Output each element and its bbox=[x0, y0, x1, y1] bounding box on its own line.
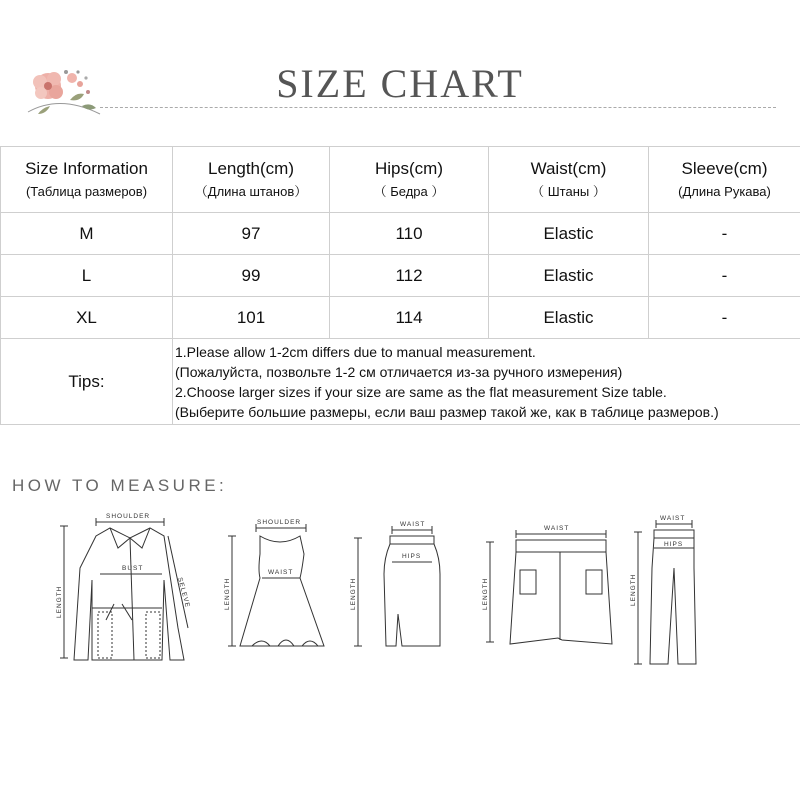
table-cell: Elastic bbox=[489, 213, 649, 255]
coat-sleeve-label: SELEVE bbox=[176, 576, 191, 609]
table-cell: M bbox=[1, 213, 173, 255]
skirt-length-label: LENGTH bbox=[350, 577, 357, 610]
skirt-icon bbox=[344, 518, 454, 666]
tip-line: (Выберите большие размеры, если ваш размер такой же, как в таблице размеров.) bbox=[175, 403, 719, 420]
dress-length-label: LENGTH bbox=[224, 577, 231, 610]
pants-waist-label: WAIST bbox=[660, 515, 686, 522]
shorts-diagram bbox=[476, 522, 626, 654]
table-cell: - bbox=[649, 255, 800, 297]
table-cell: L bbox=[1, 255, 173, 297]
dress-diagram bbox=[222, 514, 334, 664]
table-cell: XL bbox=[1, 297, 173, 339]
table-cell: 99 bbox=[173, 255, 330, 297]
tip-line: (Пожалуйста, позвольте 1-2 см отличается из-за ручного измерения) bbox=[175, 363, 623, 380]
table-cell: 97 bbox=[173, 213, 330, 255]
tips-row bbox=[1, 339, 800, 425]
pants-diagram bbox=[628, 514, 710, 670]
table-cell: - bbox=[649, 297, 800, 339]
title-divider bbox=[100, 107, 776, 108]
tips-text bbox=[173, 339, 800, 425]
table-cell: - bbox=[649, 213, 800, 255]
header-cell: Length(cm) （Длина штанов） bbox=[173, 147, 330, 213]
shorts-waist-label: WAIST bbox=[544, 525, 570, 532]
tips-label: Tips: bbox=[1, 339, 173, 425]
table-row bbox=[1, 255, 800, 297]
size-table bbox=[0, 146, 800, 425]
coat-shoulder-label: SHOULDER bbox=[106, 513, 151, 520]
header bbox=[0, 0, 800, 130]
how-to-measure-title: HOW TO MEASURE: bbox=[12, 476, 228, 495]
table-cell: 114 bbox=[330, 297, 489, 339]
table-cell: Elastic bbox=[489, 297, 649, 339]
table-header-row bbox=[1, 147, 800, 213]
coat-bust-label: BUST bbox=[122, 565, 144, 572]
coat-diagram bbox=[52, 508, 196, 668]
skirt-diagram bbox=[344, 518, 454, 666]
page-title: SIZE CHART bbox=[276, 61, 524, 106]
pants-length-label: LENGTH bbox=[630, 573, 637, 606]
dress-shoulder-label: SHOULDER bbox=[257, 519, 302, 526]
header-cell: Sleeve(cm) (Длина Рукава) bbox=[649, 147, 800, 213]
shorts-icon bbox=[476, 522, 626, 654]
header-cell: Hips(cm) （ Бедра ） bbox=[330, 147, 489, 213]
header-cell: Size Information (Таблица размеров) bbox=[1, 147, 173, 213]
coat-length-label: LENGTH bbox=[56, 585, 63, 618]
skirt-waist-label: WAIST bbox=[400, 521, 426, 528]
tip-line: 2.Choose larger sizes if your size are same as the flat measurement Size table. bbox=[175, 383, 667, 400]
tip-line: 1.Please allow 1-2cm differs due to manual measurement. bbox=[175, 343, 536, 360]
table-row bbox=[1, 297, 800, 339]
table-cell: 110 bbox=[330, 213, 489, 255]
dress-icon bbox=[222, 514, 334, 664]
table-cell: Elastic bbox=[489, 255, 649, 297]
skirt-hips-label: HIPS bbox=[402, 553, 422, 560]
pants-icon bbox=[628, 514, 710, 670]
shorts-length-label: LENGTH bbox=[482, 577, 489, 610]
table-cell: 112 bbox=[330, 255, 489, 297]
header-cell: Waist(cm) （ Штаны ） bbox=[489, 147, 649, 213]
dress-waist-label: WAIST bbox=[268, 569, 294, 576]
table-cell: 101 bbox=[173, 297, 330, 339]
coat-icon bbox=[52, 508, 196, 668]
pants-hips-label: HIPS bbox=[664, 541, 684, 548]
table-row bbox=[1, 213, 800, 255]
